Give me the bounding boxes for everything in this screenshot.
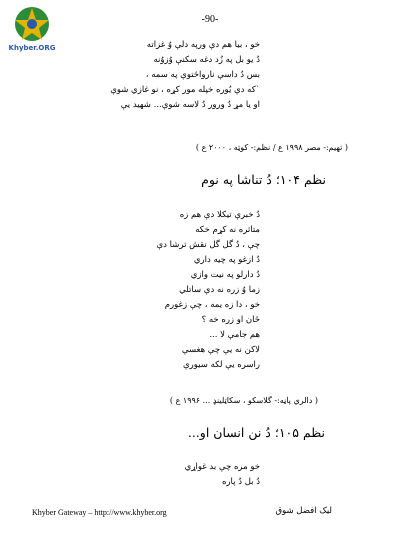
poem2-block — [157, 208, 260, 373]
khyber-logo — [4, 4, 60, 54]
poem1-block — [110, 38, 260, 113]
poem-line: دُ خبرې تيکلا دې هم زه — [179, 210, 260, 220]
poem-line: بس دُ داسې نارواڅتوې په سمه ، — [145, 70, 260, 80]
poem-line: خو ، بيا هم دې ورپه دلې وُ غزاته — [146, 40, 260, 50]
poem-line: خو ، دا زه يمه ، چې زغورم — [164, 300, 260, 310]
poem3-block — [185, 460, 260, 490]
poem2-title: نظم ۱۰۴؛ دُ تناشا په نوم — [201, 172, 326, 187]
footer-author: ليک افضل شوق — [275, 506, 332, 516]
poem-line: دُ بل دُ پاره — [222, 477, 260, 487]
logo-text: Khyber.ORG — [8, 44, 56, 52]
poem-line: دُ دارلو په نيت وازي — [190, 270, 260, 280]
poem3-title: نظم ۱۰۵؛ دُ نن انسان او... — [187, 425, 325, 440]
poem-line: او يا مړ دُ ورور دُ لاسه شوې... شهيد يې — [120, 100, 260, 110]
page-number: -90- — [201, 14, 219, 25]
poem-line: متاثره نه کړم خکه — [195, 225, 260, 235]
poem2-source: ( دالري پاڼه:- گلاسکو ، سکاټلينډ ... ۱۹۹۶ ع ) — [169, 396, 318, 405]
poem-line: خو مره چې بد غواړي — [184, 462, 260, 472]
poem-line: راسره يې لکه سيورې — [183, 360, 260, 370]
poem-line: هم جامې لا ... — [209, 330, 260, 340]
poem-line: چې ، دُ گل گل نقش ترشا دې — [156, 240, 260, 250]
poem1-source: ( تهيم:- مصر ۱۹۹۸ ع / نظم:- کوټه ، ۲۰۰۰ ع ) — [195, 143, 348, 152]
poem-line: دُ ازغو په چيه داري — [193, 255, 260, 265]
poem-line: `که دې يُوره خپله مور کړه ، نو غازي شوې — [110, 85, 260, 95]
poem-line: لاکن نه يې چې هغسې — [181, 345, 260, 355]
poem-line: دُ يو بل په زُد دغه سکنې وُزوُنه — [153, 55, 260, 65]
footer-website: Khyber Gateway – http://www.khyber.org — [32, 508, 167, 517]
poem-line: ځان او زره خه ؟ — [201, 315, 260, 325]
poem-line: زما وُ زره نه دې ساتلي — [179, 285, 260, 295]
